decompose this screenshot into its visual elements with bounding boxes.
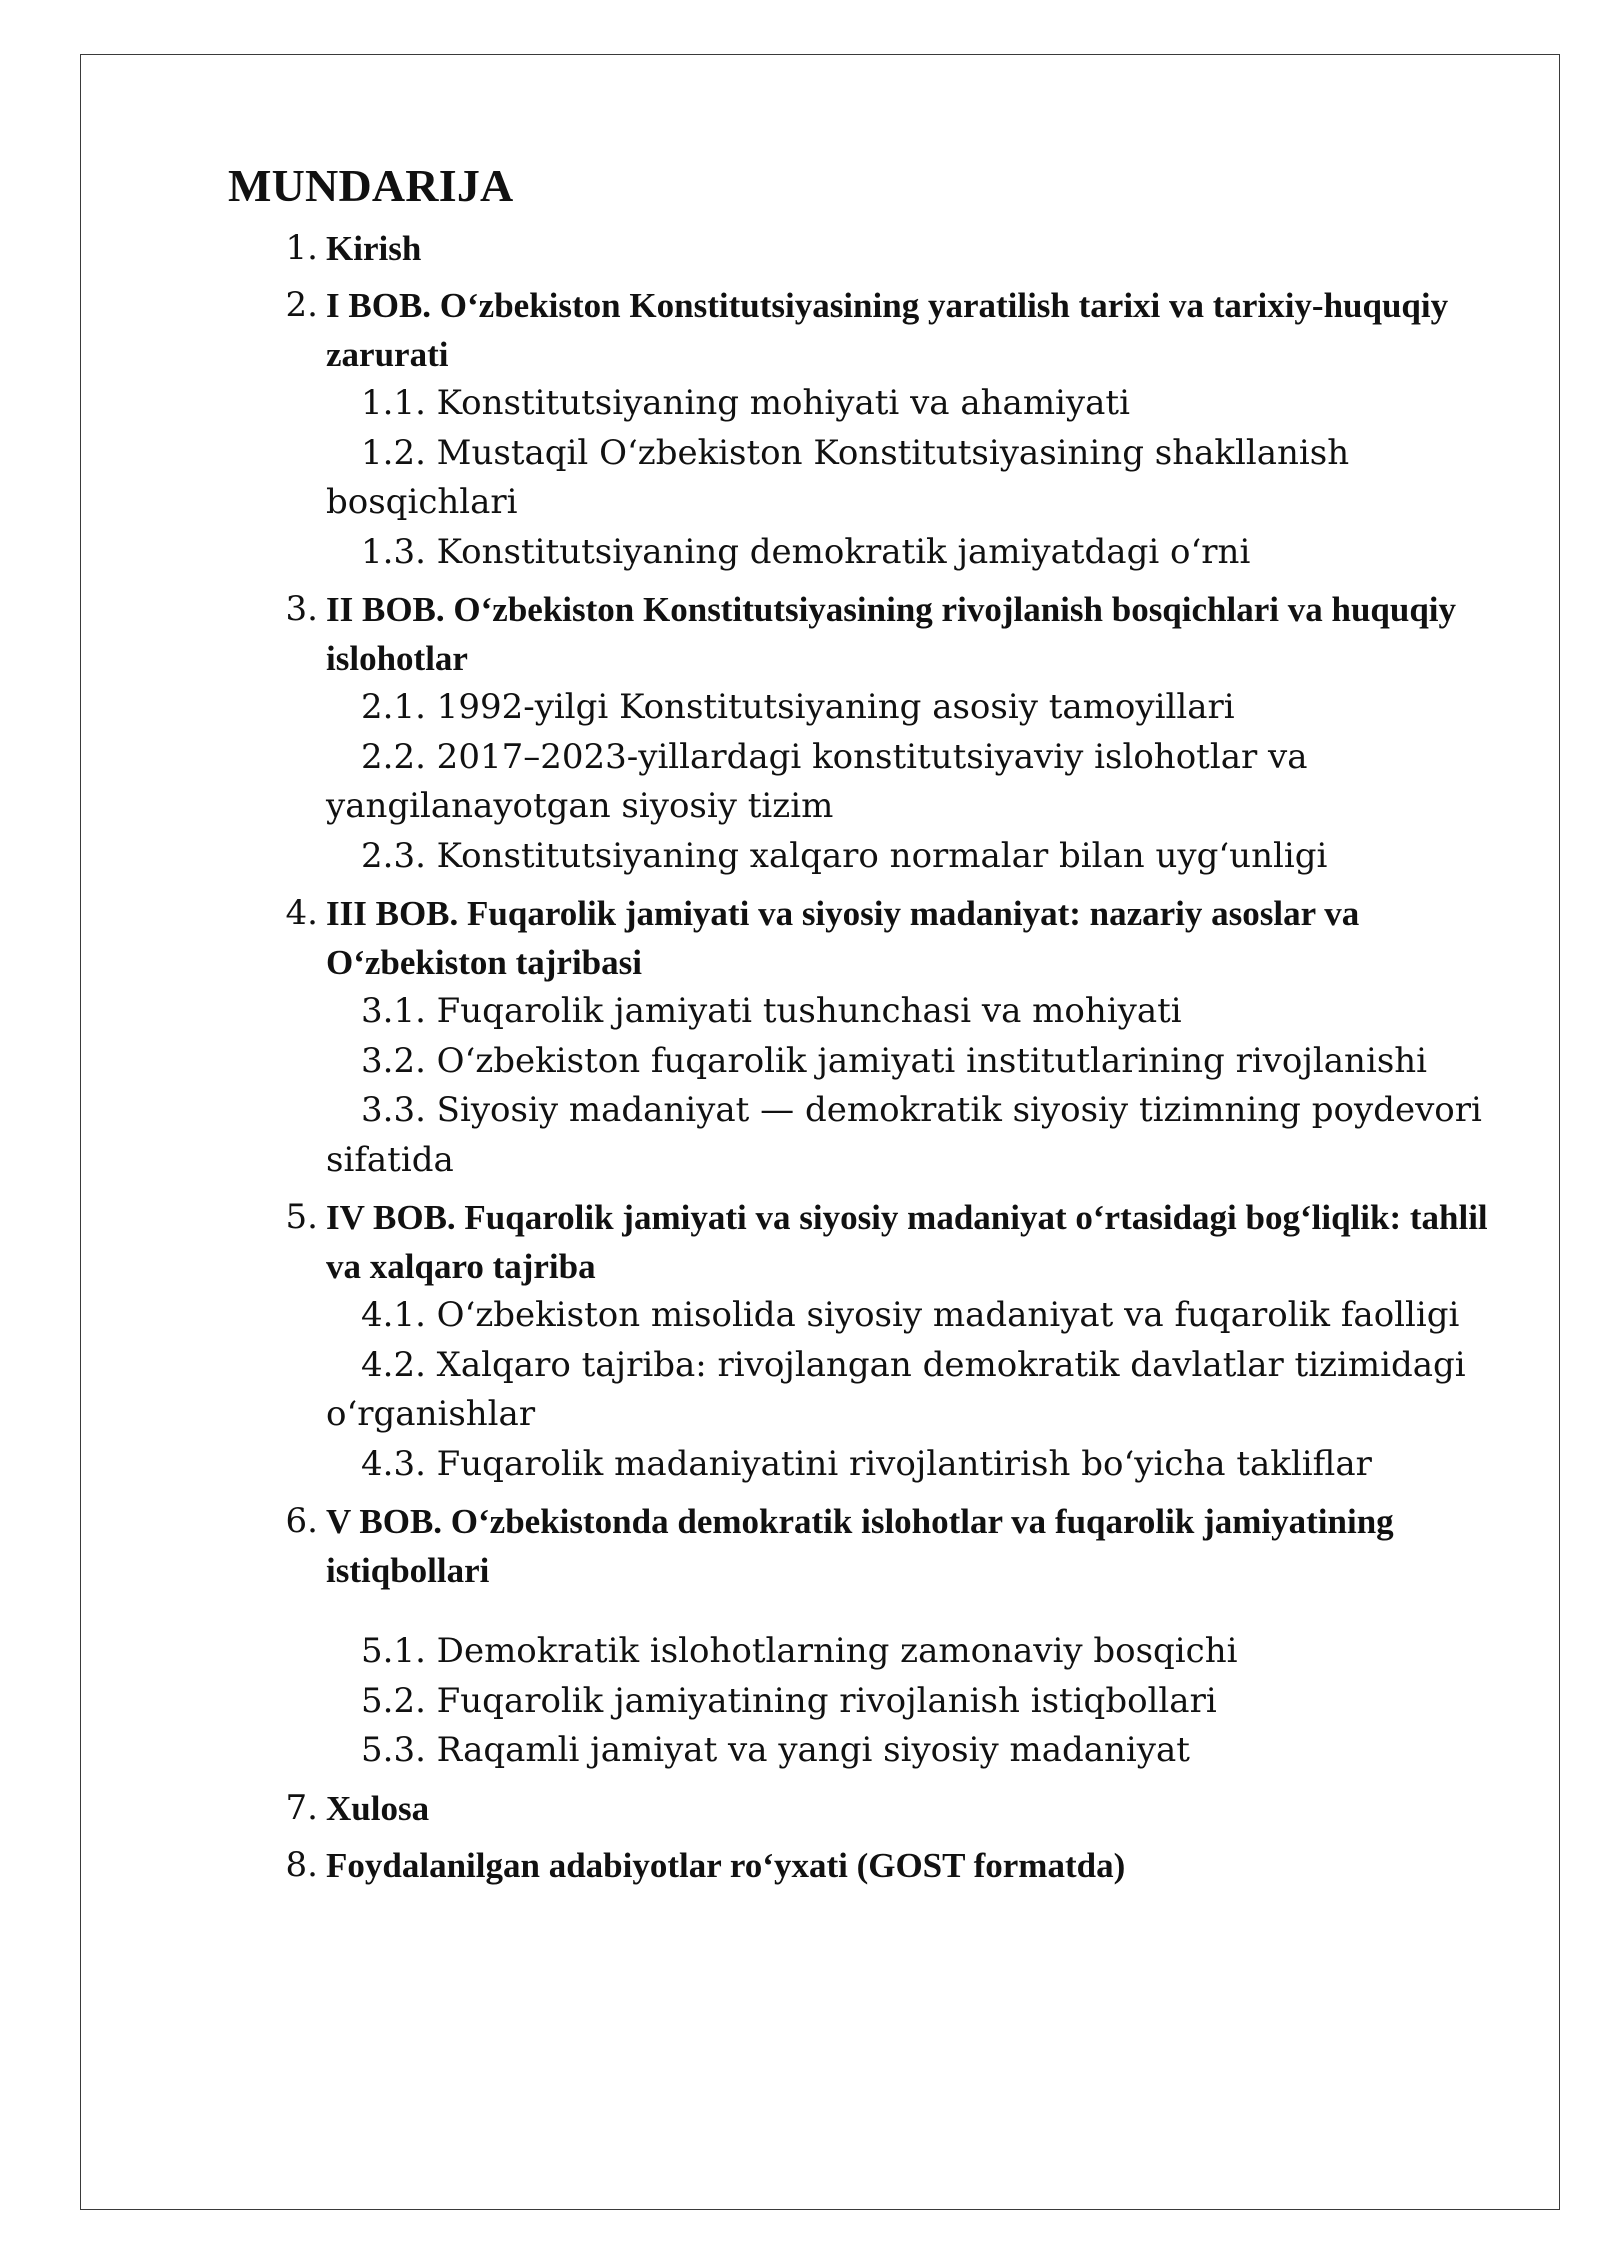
toc-item-chapter-4	[228, 1193, 1498, 1489]
toc-sublist	[326, 379, 1498, 577]
toc-item-heading: Xulosa	[326, 1788, 430, 1828]
toc-item-kirish	[228, 224, 1498, 273]
toc-item-chapter-3	[228, 889, 1498, 1185]
toc-item-heading: III BOB. Fuqarolik jamiyati va siyosiy madaniyat: nazariy asoslar va O‘zbekiston tajribasi	[326, 894, 1360, 982]
toc-subitem: 4.3. Fuqarolik madaniyatini rivojlantirish bo‘yicha takliflar	[361, 1443, 1372, 1484]
toc-sublist	[326, 987, 1498, 1185]
toc-subitem: 5.3. Raqamli jamiyat va yangi siyosiy madaniyat	[361, 1730, 1190, 1770]
toc-subitem: 2.3. Konstitutsiyaning xalqaro normalar bilan uyg‘unligi	[361, 835, 1328, 876]
toc-item-xulosa	[228, 1784, 1498, 1833]
toc-item-heading: II BOB. O‘zbekiston Konstitutsiyasining rivojlanish bosqichlari va huquqiy islohotlar	[326, 590, 1457, 678]
toc-subitem: 3.2. O‘zbekiston fuqarolik jamiyati institutlarining rivojlanishi	[361, 1040, 1428, 1081]
toc-sublist	[326, 683, 1498, 881]
toc-item-chapter-1	[228, 281, 1498, 577]
toc-item-number: 2.	[285, 285, 318, 325]
toc-item-number: 3.	[285, 589, 318, 629]
toc-subitem: 4.2. Xalqaro tajriba: rivojlangan demokratik davlatlar tizimidagi o‘rganishlar	[326, 1344, 1466, 1434]
toc-item-number: 1.	[285, 228, 318, 268]
toc-item-heading: Kirish	[326, 229, 422, 268]
toc-item-number: 8.	[285, 1844, 318, 1885]
toc-item-number: 7.	[285, 1787, 318, 1828]
toc-subitem: 4.1. O‘zbekiston misolida siyosiy madaniyat va fuqarolik faolligi	[361, 1295, 1460, 1335]
toc-item-chapter-5	[228, 1497, 1498, 1776]
toc-subitem: 3.3. Siyosiy madaniyat — demokratik siyosiy tizimning poydevori sifatida	[326, 1090, 1482, 1180]
toc-list	[228, 224, 1498, 1890]
document-body	[228, 158, 1498, 1898]
toc-item-chapter-2	[228, 585, 1498, 881]
toc-subitem: 1.2. Mustaqil O‘zbekiston Konstitutsiyasining shakllanish bosqichlari	[326, 432, 1350, 522]
toc-sublist	[326, 1291, 1498, 1489]
toc-subitem: 5.2. Fuqarolik jamiyatining rivojlanish istiqbollari	[361, 1680, 1217, 1721]
toc-subitem: 2.1. 1992-yilgi Konstitutsiyaning asosiy tamoyillari	[361, 687, 1235, 727]
toc-subitem: 1.3. Konstitutsiyaning demokratik jamiyatdagi o‘rni	[361, 531, 1251, 572]
toc-item-heading: V BOB. O‘zbekistonda demokratik islohotlar va fuqarolik jamiyatining istiqbollari	[326, 1502, 1394, 1590]
toc-subitem: 2.2. 2017–2023-yillardagi konstitutsiyaviy islohotlar va yangilanayotgan siyosiy tizim	[326, 736, 1308, 826]
toc-subitem: 3.1. Fuqarolik jamiyati tushunchasi va mohiyati	[361, 991, 1182, 1031]
toc-item-bibliography	[228, 1841, 1498, 1890]
toc-subitem: 5.1. Demokratik islohotlarning zamonaviy bosqichi	[361, 1631, 1238, 1671]
toc-item-heading: IV BOB. Fuqarolik jamiyati va siyosiy madaniyat o‘rtasidagi bog‘liqlik: tahlil va xalqaro tajriba	[326, 1198, 1488, 1286]
toc-item-number: 5.	[285, 1197, 318, 1237]
toc-item-heading: I BOB. O‘zbekiston Konstitutsiyasining yaratilish tarixi va tarixiy-huquqiy zarurati	[326, 286, 1449, 374]
toc-title: MUNDARIJA	[228, 160, 514, 211]
toc-item-number: 4.	[285, 893, 318, 933]
toc-subitem: 1.1. Konstitutsiyaning mohiyati va ahamiyati	[361, 383, 1130, 423]
toc-item-heading: Foydalanilgan adabiyotlar ro‘yxati (GOST formatda)	[326, 1845, 1126, 1885]
toc-sublist	[326, 1627, 1498, 1776]
toc-item-number: 6.	[285, 1501, 318, 1541]
